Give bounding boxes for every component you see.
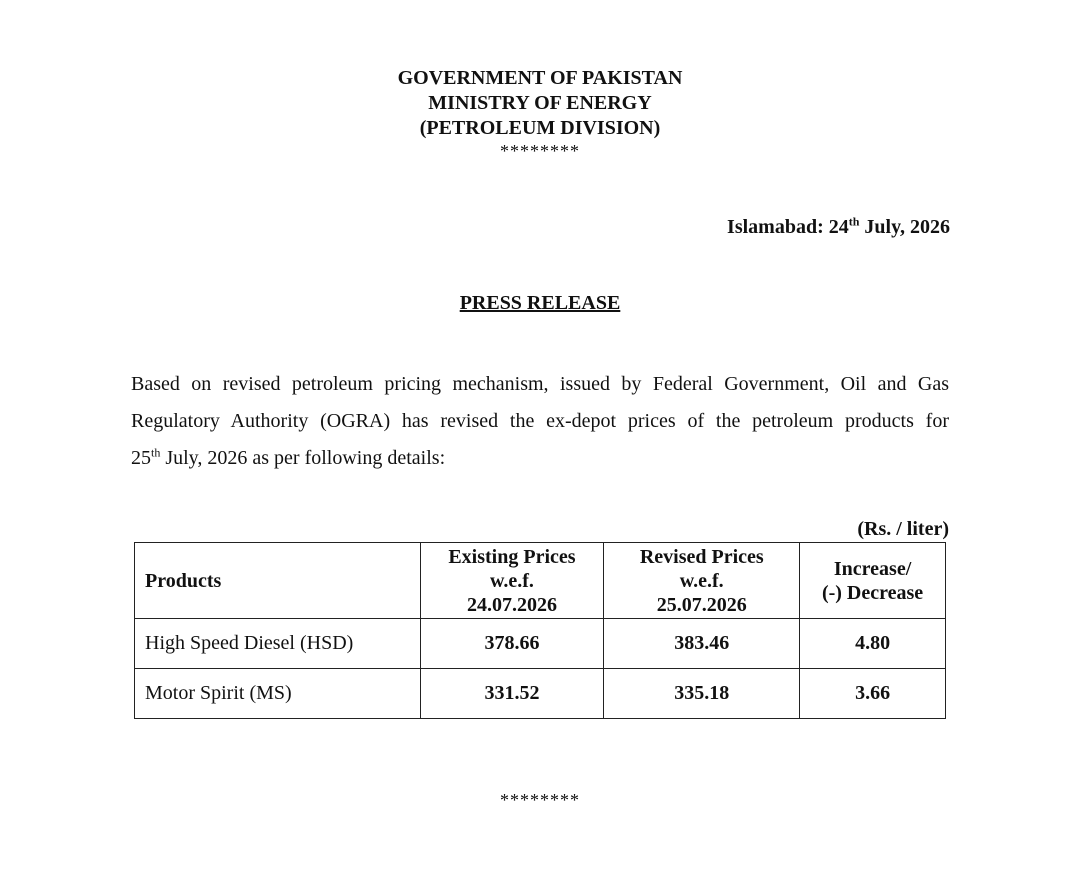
body-line-3-rest: July, 2026 as per following details: — [160, 447, 446, 469]
press-release-title: PRESS RELEASE — [459, 292, 621, 314]
header-separator: ******** — [500, 141, 580, 161]
product-name-cell: High Speed Diesel (HSD) — [135, 619, 421, 669]
existing-price-cell: 378.66 — [420, 619, 604, 669]
header-existing-line-2: w.e.f. — [490, 569, 534, 592]
revised-price-cell: 383.46 — [604, 619, 800, 669]
product-name-cell: Motor Spirit (MS) — [135, 669, 421, 719]
dateline — [727, 216, 950, 239]
price-change-cell: 4.80 — [800, 619, 946, 669]
header-products: Products — [135, 543, 421, 619]
dateline-ordinal: th — [848, 214, 860, 229]
header-increase-decrease — [800, 543, 946, 619]
body-date-ordinal: th — [151, 445, 161, 460]
table-header-row — [135, 543, 946, 619]
body-line-3 — [131, 440, 949, 477]
body-paragraph — [131, 366, 949, 477]
header-revised-line-3: 25.07.2026 — [656, 593, 747, 616]
table-row — [135, 619, 946, 669]
units-label: (Rs. / liter) — [857, 518, 949, 540]
division-heading: (PETROLEUM DIVISION) — [419, 117, 661, 139]
dateline-rest: July, 2026 — [859, 216, 950, 238]
header-existing-prices — [420, 543, 604, 619]
revised-price-cell: 335.18 — [604, 669, 800, 719]
body-line-1: Based on revised petroleum pricing mechanism, issued by Federal Government, Oil and Gas — [131, 373, 949, 395]
ministry-heading: MINISTRY OF ENERGY — [428, 92, 652, 114]
existing-price-cell: 331.52 — [420, 669, 604, 719]
body-line-2: Regulatory Authority (OGRA) has revised the ex-depot prices of the petroleum products for — [131, 410, 949, 432]
header-revised-line-1: Revised Prices — [639, 545, 764, 568]
header-existing-line-3: 24.07.2026 — [466, 593, 557, 616]
header-existing-line-1: Existing Prices — [448, 545, 576, 568]
header-revised-prices — [604, 543, 800, 619]
government-heading: GOVERNMENT OF PAKISTAN — [397, 67, 683, 89]
dateline-place: Islamabad: 24 — [727, 216, 849, 238]
letterhead — [0, 66, 1080, 161]
price-change-cell: 3.66 — [800, 669, 946, 719]
header-change-line-1: Increase/ — [833, 557, 912, 580]
body-date-number: 25 — [131, 447, 151, 469]
footer-separator: ******** — [500, 790, 580, 810]
table-row — [135, 669, 946, 719]
price-table — [134, 542, 946, 719]
header-revised-line-2: w.e.f. — [679, 569, 724, 592]
header-change-line-2: (-) Decrease — [821, 581, 924, 604]
